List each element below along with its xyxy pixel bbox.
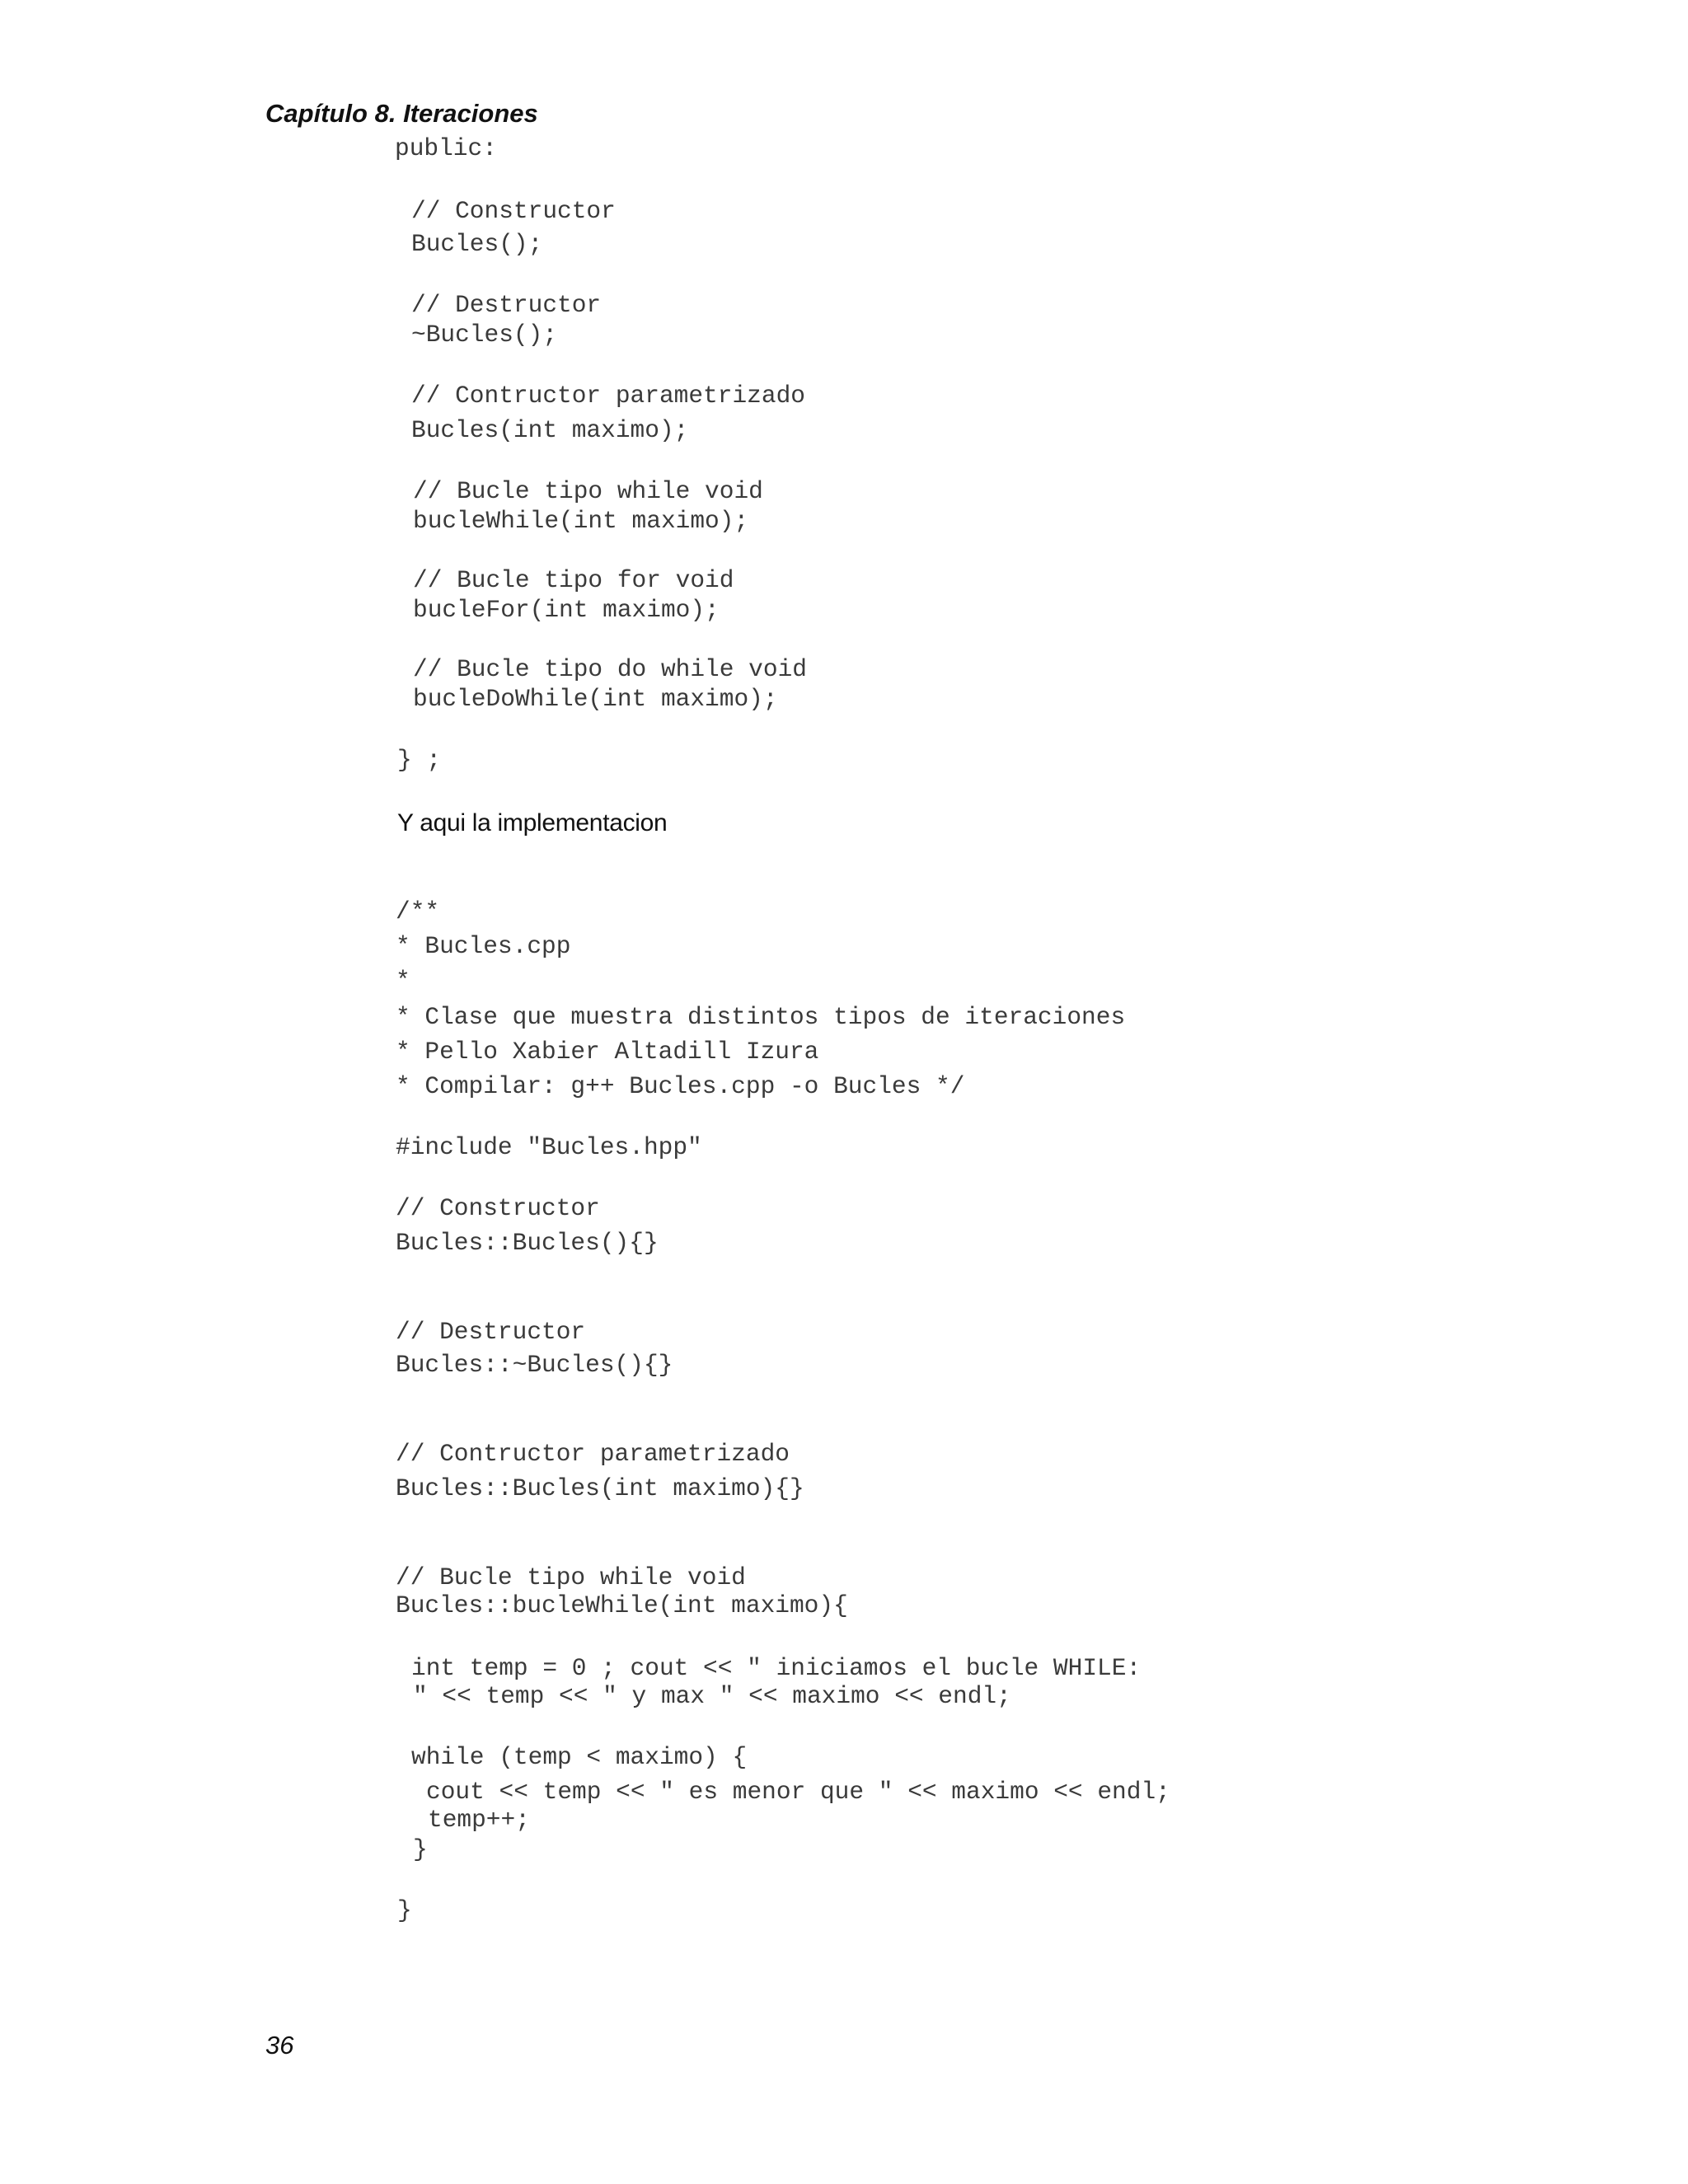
page-number: 36 xyxy=(265,2031,294,2060)
code-destructor-decl: ~Bucles(); xyxy=(411,321,558,349)
code-public-label: public: xyxy=(395,134,497,162)
code-impl-comment-constructor: // Constructor xyxy=(396,1194,600,1222)
code-comment-dowhile: // Bucle tipo do while void xyxy=(413,655,807,683)
implementation-intro: Y aqui la implementacion xyxy=(397,809,668,837)
code-constructor-decl: Bucles(); xyxy=(411,230,543,258)
code-doc-open: /** xyxy=(396,898,440,926)
code-impl-comment-while: // Bucle tipo while void xyxy=(396,1563,746,1591)
code-function-close: } xyxy=(397,1896,412,1924)
code-class-close: } ; xyxy=(397,746,442,774)
code-impl-while-signature: Bucles::bucleWhile(int maximo){ xyxy=(396,1591,848,1619)
code-comment-destructor: // Destructor xyxy=(411,291,602,319)
code-for-decl: bucleFor(int maximo); xyxy=(413,596,720,624)
code-comment-while: // Bucle tipo while void xyxy=(413,477,763,505)
code-impl-param-constructor: Bucles::Bucles(int maximo){} xyxy=(396,1474,804,1502)
code-dowhile-decl: bucleDoWhile(int maximo); xyxy=(413,685,778,713)
code-comment-constructor: // Constructor xyxy=(411,197,616,225)
code-impl-comment-param-constructor: // Contructor parametrizado xyxy=(396,1440,790,1468)
code-doc-blank: * xyxy=(396,967,410,995)
code-impl-destructor: Bucles::~Bucles(){} xyxy=(396,1351,673,1379)
code-doc-description: * Clase que muestra distintos tipos de iteraciones xyxy=(396,1003,1126,1031)
code-while-decl: bucleWhile(int maximo); xyxy=(413,507,749,535)
code-while-body-print: cout << temp << " es menor que " << maximo << endl; xyxy=(426,1778,1170,1806)
code-while-loop-close: } xyxy=(413,1835,428,1863)
code-comment-for: // Bucle tipo for void xyxy=(413,566,734,594)
code-include: #include "Bucles.hpp" xyxy=(396,1133,702,1161)
code-impl-comment-destructor: // Destructor xyxy=(396,1318,586,1346)
code-comment-param-constructor: // Contructor parametrizado xyxy=(411,382,805,410)
code-doc-author: * Pello Xabier Altadill Izura xyxy=(396,1038,819,1066)
code-while-loop: while (temp < maximo) { xyxy=(411,1743,748,1771)
code-param-constructor-decl: Bucles(int maximo); xyxy=(411,416,689,444)
code-while-init: int temp = 0 ; cout << " iniciamos el bucle WHILE: xyxy=(411,1654,1142,1682)
chapter-header: Capítulo 8. Iteraciones xyxy=(265,99,538,128)
code-doc-filename: * Bucles.cpp xyxy=(396,932,571,960)
code-while-init-cont: " << temp << " y max " << maximo << endl; xyxy=(413,1682,1011,1710)
code-impl-constructor: Bucles::Bucles(){} xyxy=(396,1229,659,1257)
code-while-body-increment: temp++; xyxy=(428,1806,530,1834)
code-doc-compile: * Compilar: g++ Bucles.cpp -o Bucles */ xyxy=(396,1072,965,1100)
